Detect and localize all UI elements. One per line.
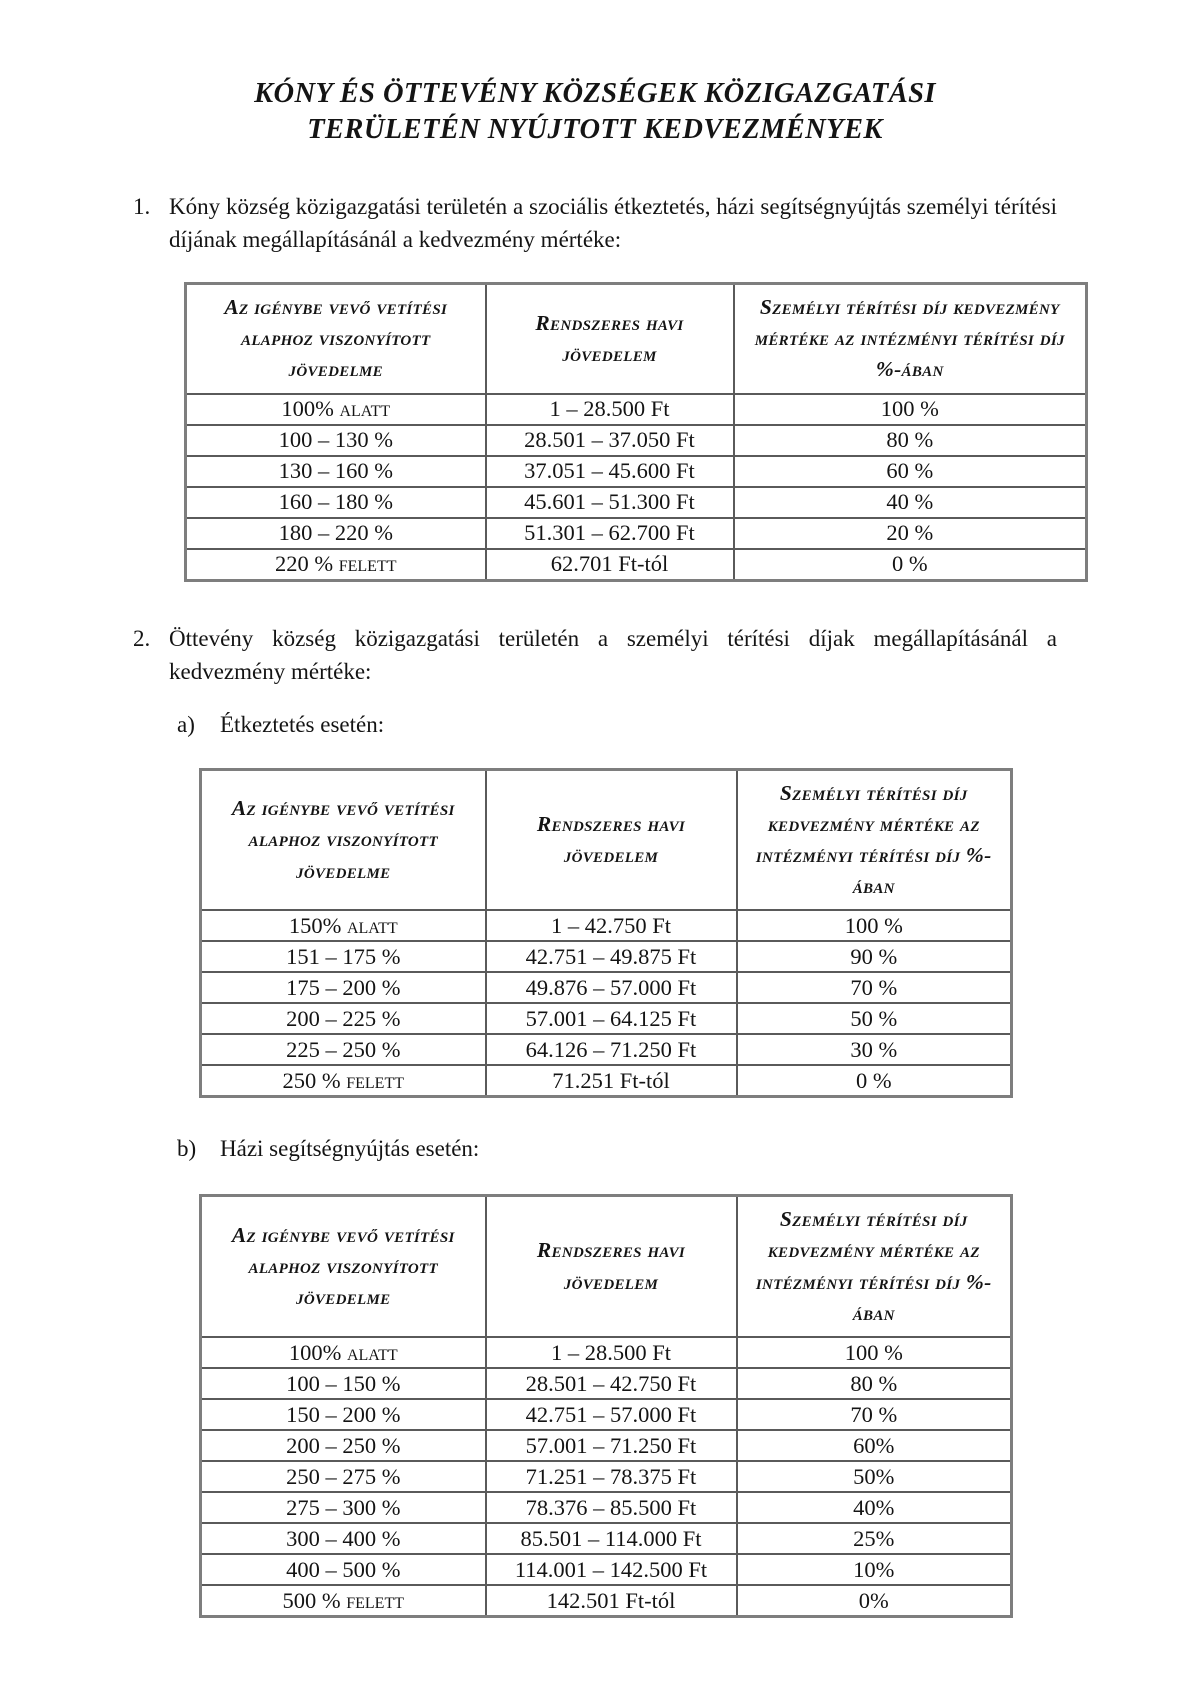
monthly-income-cell: 45.601 – 51.300 Ft: [486, 487, 734, 518]
income-ratio-cell: 100% alatt: [186, 394, 486, 425]
kony-discount-table: [184, 282, 1088, 582]
monthly-income-cell: 37.051 – 45.600 Ft: [486, 456, 734, 487]
sub-item-b: [177, 1134, 1190, 1164]
monthly-income-cell: 57.001 – 64.125 Ft: [486, 1003, 737, 1034]
income-ratio-cell: 130 – 160 %: [186, 456, 486, 487]
income-ratio-cell: 400 – 500 %: [201, 1554, 486, 1585]
monthly-income-cell: 42.751 – 57.000 Ft: [486, 1399, 737, 1430]
income-ratio-cell: 150% alatt: [201, 910, 486, 941]
header-monthly-income: Rendszeres havi jövedelem: [486, 284, 734, 394]
monthly-income-cell: 1 – 28.500 Ft: [486, 1337, 737, 1368]
table-row: [201, 1065, 1012, 1097]
table-row: [201, 1461, 1012, 1492]
header-monthly-income: Rendszeres havi jövedelem: [486, 769, 737, 910]
table-row: [201, 1003, 1012, 1034]
item-1-number: 1.: [133, 193, 151, 219]
sub-item-a-letter: a): [177, 711, 195, 737]
monthly-income-cell: 85.501 – 114.000 Ft: [486, 1523, 737, 1554]
table-row: [186, 394, 1087, 425]
discount-percent-cell: 0 %: [734, 549, 1087, 581]
table-row: [201, 1034, 1012, 1065]
discount-percent-cell: 80 %: [737, 1368, 1012, 1399]
table-row: [201, 1368, 1012, 1399]
income-ratio-cell: 200 – 250 %: [201, 1430, 486, 1461]
table-header-row: [201, 769, 1012, 910]
discount-percent-cell: 50 %: [737, 1003, 1012, 1034]
income-ratio-cell: 175 – 200 %: [201, 972, 486, 1003]
otteveny-home-help-discount-table: [199, 1194, 1013, 1618]
table-row: [186, 425, 1087, 456]
income-ratio-cell: 250 – 275 %: [201, 1461, 486, 1492]
discount-percent-cell: 40 %: [734, 487, 1087, 518]
discount-percent-cell: 70 %: [737, 1399, 1012, 1430]
discount-percent-cell: 40%: [737, 1492, 1012, 1523]
table-row: [186, 456, 1087, 487]
table-row: [201, 1523, 1012, 1554]
table-header-row: [186, 284, 1087, 394]
monthly-income-cell: 42.751 – 49.875 Ft: [486, 941, 737, 972]
table-row: [186, 487, 1087, 518]
otteveny-meals-discount-table: [199, 768, 1013, 1099]
income-ratio-cell: 160 – 180 %: [186, 487, 486, 518]
discount-percent-cell: 60 %: [734, 456, 1087, 487]
table-row: [201, 1430, 1012, 1461]
discount-percent-cell: 0%: [737, 1585, 1012, 1617]
table-row: [201, 972, 1012, 1003]
discount-percent-cell: 30 %: [737, 1034, 1012, 1065]
table-row: [186, 518, 1087, 549]
discount-percent-cell: 70 %: [737, 972, 1012, 1003]
income-ratio-cell: 250 % felett: [201, 1065, 486, 1097]
monthly-income-cell: 57.001 – 71.250 Ft: [486, 1430, 737, 1461]
table-row: [201, 1554, 1012, 1585]
income-ratio-cell: 225 – 250 %: [201, 1034, 486, 1065]
table-row: [201, 1492, 1012, 1523]
sub-item-a-text: Étkeztetés esetén:: [220, 711, 385, 737]
header-discount-rate: Személyi térítési díj kedvezmény mértéke az intézményi térítési díj %-ában: [737, 769, 1012, 910]
monthly-income-cell: 114.001 – 142.500 Ft: [486, 1554, 737, 1585]
income-ratio-cell: 200 – 225 %: [201, 1003, 486, 1034]
table-row: [201, 1337, 1012, 1368]
monthly-income-cell: 28.501 – 37.050 Ft: [486, 425, 734, 456]
discount-percent-cell: 100 %: [734, 394, 1087, 425]
discount-percent-cell: 100 %: [737, 910, 1012, 941]
discount-percent-cell: 25%: [737, 1523, 1012, 1554]
discount-percent-cell: 90 %: [737, 941, 1012, 972]
header-income-ratio: Az igénybe vevő vetítési alaphoz viszonyított jövedelme: [201, 769, 486, 910]
discount-percent-cell: 80 %: [734, 425, 1087, 456]
monthly-income-cell: 78.376 – 85.500 Ft: [486, 1492, 737, 1523]
table-row: [201, 910, 1012, 941]
monthly-income-cell: 51.301 – 62.700 Ft: [486, 518, 734, 549]
table-row: [201, 1585, 1012, 1617]
numbered-item-1: [133, 190, 1057, 256]
header-discount-rate: Személyi térítési díj kedvezmény mértéke az intézményi térítési díj %-ában: [734, 284, 1087, 394]
header-monthly-income: Rendszeres havi jövedelem: [486, 1196, 737, 1337]
header-income-ratio: Az igénybe vevő vetítési alaphoz viszonyított jövedelme: [201, 1196, 486, 1337]
table-row: [186, 549, 1087, 581]
monthly-income-cell: 142.501 Ft-tól: [486, 1585, 737, 1617]
monthly-income-cell: 71.251 – 78.375 Ft: [486, 1461, 737, 1492]
income-ratio-cell: 100% alatt: [201, 1337, 486, 1368]
sub-item-a: [177, 710, 1190, 740]
item-2-number: 2.: [133, 625, 151, 651]
header-discount-rate: Személyi térítési díj kedvezmény mértéke az intézményi térítési díj %-ában: [737, 1196, 1012, 1337]
document-title-line1: KÓNY ÉS ÖTTEVÉNY KÖZSÉGEK KÖZIGAZGATÁSI: [254, 78, 936, 109]
discount-percent-cell: 50%: [737, 1461, 1012, 1492]
income-ratio-cell: 151 – 175 %: [201, 941, 486, 972]
monthly-income-cell: 1 – 42.750 Ft: [486, 910, 737, 941]
income-ratio-cell: 180 – 220 %: [186, 518, 486, 549]
discount-percent-cell: 10%: [737, 1554, 1012, 1585]
income-ratio-cell: 500 % felett: [201, 1585, 486, 1617]
income-ratio-cell: 300 – 400 %: [201, 1523, 486, 1554]
document-title-line2: TERÜLETÉN NYÚJTOTT KEDVEZMÉNYEK: [307, 113, 883, 145]
income-ratio-cell: 150 – 200 %: [201, 1399, 486, 1430]
monthly-income-cell: 28.501 – 42.750 Ft: [486, 1368, 737, 1399]
monthly-income-cell: 64.126 – 71.250 Ft: [486, 1034, 737, 1065]
sub-item-b-letter: b): [177, 1136, 197, 1162]
discount-percent-cell: 20 %: [734, 518, 1087, 549]
document-title: [0, 0, 1190, 148]
income-ratio-cell: 220 % felett: [186, 549, 486, 581]
monthly-income-cell: 71.251 Ft-tól: [486, 1065, 737, 1097]
monthly-income-cell: 49.876 – 57.000 Ft: [486, 972, 737, 1003]
numbered-item-2: [133, 622, 1057, 688]
header-income-ratio: Az igénybe vevő vetítési alaphoz viszonyított jövedelme: [186, 284, 486, 394]
item-2-text: Öttevény község közigazgatási területén a személyi térítési díjak megállapításánál a kedvezmény mértéke:: [169, 625, 1057, 684]
item-1-text: Kóny község közigazgatási területén a szociális étkeztetés, házi segítségnyújtás személyi térítési díjának megállapításánál a kedvezmény mértéke:: [169, 193, 1057, 252]
sub-item-b-text: Házi segítségnyújtás esetén:: [220, 1136, 480, 1162]
monthly-income-cell: 62.701 Ft-tól: [486, 549, 734, 581]
discount-percent-cell: 100 %: [737, 1337, 1012, 1368]
discount-percent-cell: 60%: [737, 1430, 1012, 1461]
table-header-row: [201, 1196, 1012, 1337]
discount-percent-cell: 0 %: [737, 1065, 1012, 1097]
income-ratio-cell: 275 – 300 %: [201, 1492, 486, 1523]
table-row: [201, 1399, 1012, 1430]
income-ratio-cell: 100 – 130 %: [186, 425, 486, 456]
table-row: [201, 941, 1012, 972]
income-ratio-cell: 100 – 150 %: [201, 1368, 486, 1399]
monthly-income-cell: 1 – 28.500 Ft: [486, 394, 734, 425]
